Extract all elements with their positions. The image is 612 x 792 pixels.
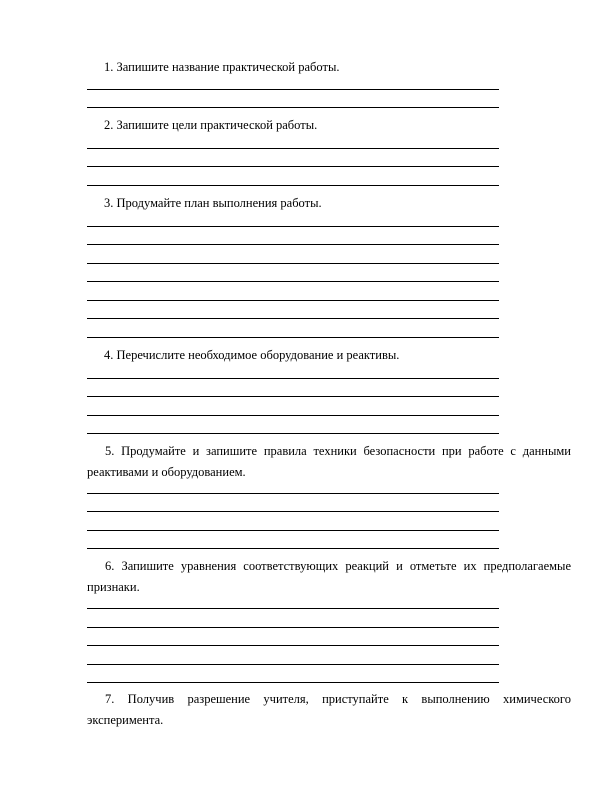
answer-line	[87, 415, 499, 416]
question-7: 7. Получив разрешение учителя, приступайте к выполнению химического эксперимента.	[87, 692, 571, 727]
question-6: 6. Запишите уравнения соответствующих реакций и отметьте их предполагаемые признаки.	[87, 559, 571, 594]
answer-line	[87, 226, 499, 227]
question-2: 2. Запишите цели практической работы.	[104, 118, 318, 132]
question-4: 4. Перечислите необходимое оборудование и реактивы.	[104, 348, 400, 362]
answer-line	[87, 511, 499, 512]
question-3: 3. Продумайте план выполнения работы.	[104, 196, 322, 210]
answer-line	[87, 148, 499, 149]
answer-line	[87, 166, 499, 167]
answer-line	[87, 548, 499, 549]
answer-line	[87, 337, 499, 338]
answer-line	[87, 300, 499, 301]
answer-line	[87, 263, 499, 264]
answer-line	[87, 645, 499, 646]
answer-line	[87, 185, 499, 186]
answer-line	[87, 608, 499, 609]
answer-line	[87, 281, 499, 282]
answer-line	[87, 627, 499, 628]
answer-line	[87, 664, 499, 665]
answer-line	[87, 244, 499, 245]
answer-line	[87, 530, 499, 531]
answer-line	[87, 396, 499, 397]
answer-line	[87, 433, 499, 434]
question-1: 1. Запишите название практической работы.	[104, 60, 340, 74]
answer-line	[87, 378, 499, 379]
answer-line	[87, 493, 499, 494]
question-5: 5. Продумайте и запишите правила техники безопасности при работе с данными реактивами и оборудованием.	[87, 444, 571, 479]
answer-line	[87, 107, 499, 108]
answer-line	[87, 89, 499, 90]
answer-line	[87, 318, 499, 319]
answer-line	[87, 682, 499, 683]
